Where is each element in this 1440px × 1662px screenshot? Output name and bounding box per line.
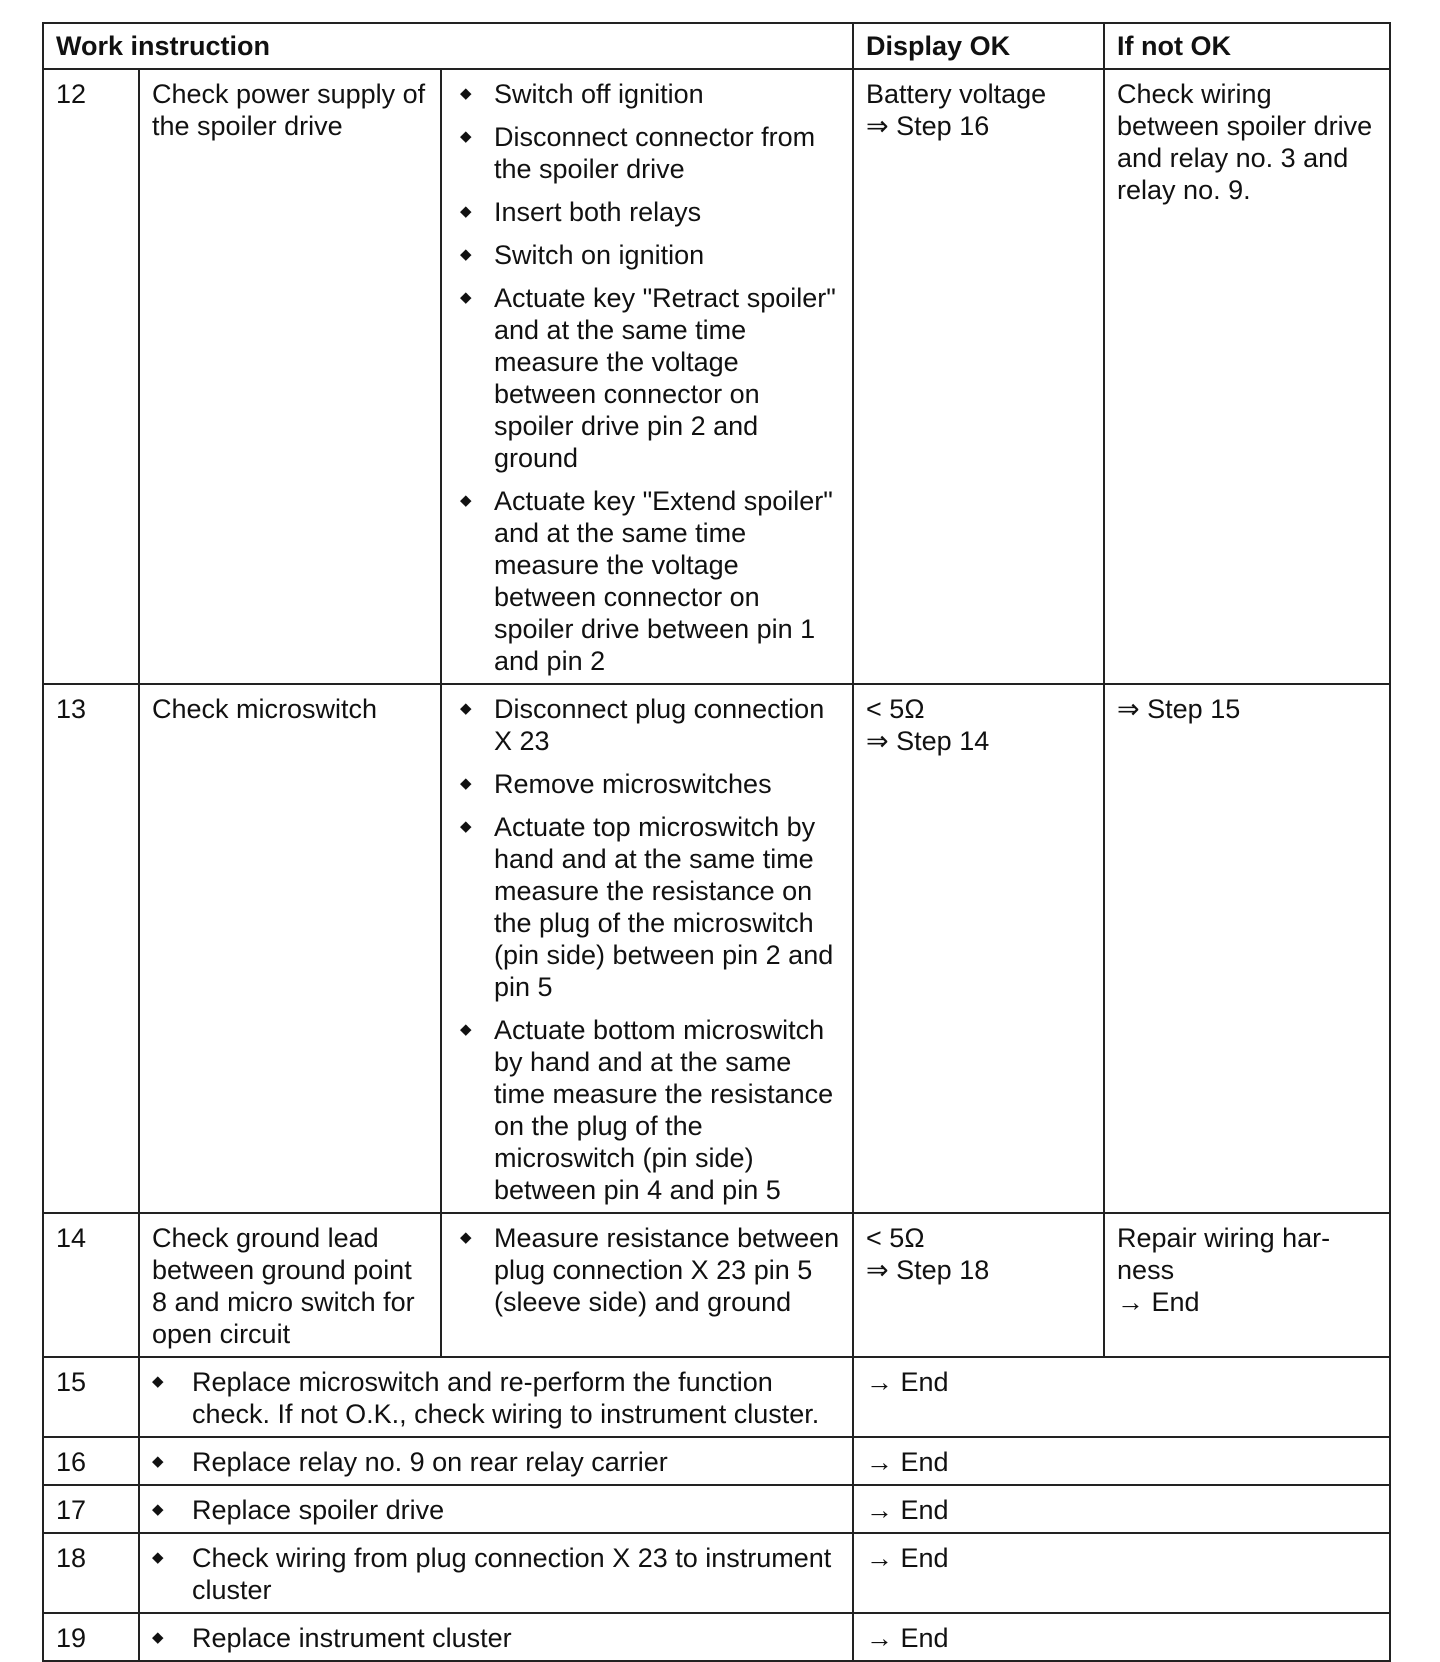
if-not-ok-line: Repair wiring har- — [1117, 1223, 1331, 1253]
instruction-text: ◆ Replace relay no. 9 on rear relay carrier — [139, 1437, 853, 1485]
if-not-ok-line: ⇒ Step 15 — [1117, 694, 1241, 724]
instruction-text: ◆ Replace microswitch and re-perform the function check. If not O.K., check wiring to instrument cluster. — [139, 1357, 853, 1437]
table-row — [43, 1357, 1390, 1437]
display-ok-cell — [853, 1213, 1104, 1357]
action-list-cell — [441, 69, 853, 684]
action-list — [454, 693, 842, 1206]
table-row — [43, 1213, 1390, 1357]
action-list — [454, 1222, 842, 1318]
action-list-cell — [441, 1213, 853, 1357]
display-ok-line: ⇒ Step 16 — [866, 111, 990, 141]
display-ok-cell — [853, 684, 1104, 1213]
action-item: ◆ Remove microswitches — [454, 768, 842, 800]
step-number: 19 — [43, 1613, 139, 1661]
action-item: ◆ Insert both relays — [454, 196, 842, 228]
table-row — [43, 1437, 1390, 1485]
action-item: ◆ Measure resistance between plug connection X 23 pin 5 (sleeve side) and ground — [454, 1222, 842, 1318]
action-item: ◆ Switch off ignition — [454, 78, 842, 110]
header-display-ok: Display OK — [853, 23, 1104, 69]
instruction-text: ◆ Replace instrument cluster — [139, 1613, 853, 1661]
step-number: 14 — [43, 1213, 139, 1357]
instruction-text: ◆ Replace spoiler drive — [139, 1485, 853, 1533]
check-description: Check ground lead between ground point 8 and micro switch for open circuit — [139, 1213, 441, 1357]
display-ok-cell — [853, 69, 1104, 684]
table-row — [43, 1485, 1390, 1533]
check-description: Check microswitch — [139, 684, 441, 1213]
action-list — [454, 78, 842, 677]
instruction-text: ◆ Check wiring from plug connection X 23 to instrument cluster — [139, 1533, 853, 1613]
if-not-ok-line: → End — [1117, 1287, 1200, 1317]
table-row — [43, 1533, 1390, 1613]
action-item: ◆ Actuate top microswitch by hand and at the same time measure the resistance on the plug of the microswitch (pin side) between pin 2 and pin 5 — [454, 811, 842, 1003]
display-ok-line: < 5Ω — [866, 694, 925, 724]
action-item: ◆ Disconnect plug connection X 23 — [454, 693, 842, 757]
header-work-instruction: Work instruction — [43, 23, 853, 69]
work-instruction-table — [42, 22, 1391, 1662]
header-if-not-ok: If not OK — [1104, 23, 1390, 69]
table-row — [43, 1613, 1390, 1661]
action-item: ◆ Actuate key "Retract spoiler" and at the same time measure the voltage between connector on spoiler drive pin 2 and ground — [454, 282, 842, 474]
action-item: ◆ Actuate bottom microswitch by hand and at the same time measure the resistance on the plug of the microswitch (pin side) between pin 4 and pin 5 — [454, 1014, 842, 1206]
if-not-ok-cell — [1104, 684, 1390, 1213]
result-text: → End — [853, 1613, 1390, 1661]
result-text: → End — [853, 1437, 1390, 1485]
table-header-row — [43, 23, 1390, 69]
if-not-ok-line: Check wiring between spoiler drive and relay no. 3 and relay no. 9. — [1117, 79, 1373, 205]
if-not-ok-cell — [1104, 1213, 1390, 1357]
action-item: ◆ Actuate key "Extend spoiler" and at the same time measure the voltage between connector on spoiler drive between pin 1 and pin 2 — [454, 485, 842, 677]
table-row — [43, 69, 1390, 684]
action-item: ◆ Switch on ignition — [454, 239, 842, 271]
step-number: 13 — [43, 684, 139, 1213]
result-text: → End — [853, 1533, 1390, 1613]
table-row — [43, 684, 1390, 1213]
action-item: ◆ Disconnect connector from the spoiler drive — [454, 121, 842, 185]
display-ok-line: < 5Ω — [866, 1223, 925, 1253]
result-text: → End — [853, 1485, 1390, 1533]
action-list-cell — [441, 684, 853, 1213]
check-description: Check power supply of the spoiler drive — [139, 69, 441, 684]
step-number: 12 — [43, 69, 139, 684]
display-ok-line: Battery voltage — [866, 79, 1047, 109]
display-ok-line: ⇒ Step 18 — [866, 1255, 990, 1285]
step-number: 18 — [43, 1533, 139, 1613]
if-not-ok-line: ness — [1117, 1255, 1175, 1285]
display-ok-line: ⇒ Step 14 — [866, 726, 990, 756]
step-number: 17 — [43, 1485, 139, 1533]
result-text: → End — [853, 1357, 1390, 1437]
if-not-ok-cell — [1104, 69, 1390, 684]
step-number: 16 — [43, 1437, 139, 1485]
step-number: 15 — [43, 1357, 139, 1437]
